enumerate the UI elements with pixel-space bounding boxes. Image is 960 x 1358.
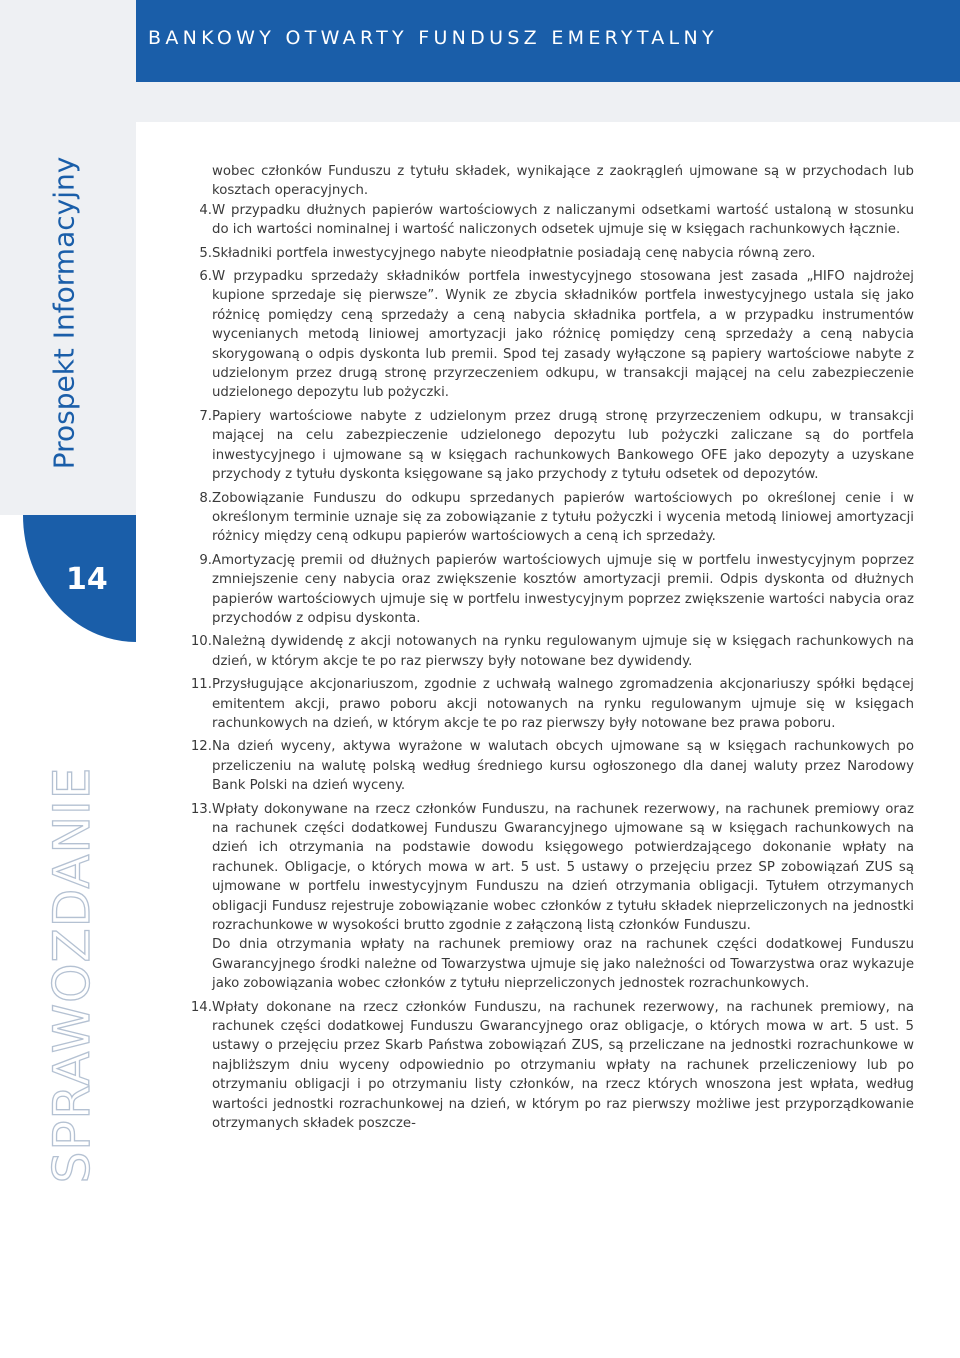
list-item-text: W przypadku dłużnych papierów wartościowych z naliczanymi odsetkami wartość ustaloną w stosunku do ich wartości nominalnej i wartość naliczonych odsetek ujmuje się w księgach rachunkowych łącznie. [212,202,914,238]
list-item-continuation: Do dnia otrzymania wpłaty na rachunek premiowy oraz na rachunek części dodatkowej Funduszu Gwarancyjnego środki należne od Towarzystwa ujmuje się jako należności od Towarzystwa oraz wykazuje jako zobowiązania wobec członków z tytułu nieprzeliczonych jednostek rozrachunkowych. [212,937,914,992]
list-item [178,551,914,629]
list-item-number: 7. [199,408,212,424]
list-item-number: 11. [190,677,212,693]
list-item-number: 14. [190,999,212,1015]
list-item [178,244,914,263]
list-item-number: 5. [199,245,212,261]
list-item-text: Składniki portfela inwestycyjnego nabyte nieodpłatnie posiadają cenę nabycia równą zero. [212,245,816,261]
list-item-text: Amortyzację premii od dłużnych papierów wartościowych ujmuje się w portfelu inwestycyjnym poprzez zmniejszenie ceny nabycia oraz zwiększenie kosztów amortyzacji premii. Odpis dyskonta od dłużnych papierów wartościowych ujmuje się w portfelu inwestycyjnym poprzez zwiększenie wartości nabycia oraz przychodów z odpisu dyskonta. [212,552,914,626]
list-item-text: Na dzień wyceny, aktywa wyrażone w walutach obcych ujmowane są w księgach rachunkowych po przeliczeniu na walutę polską według średniego kursu ogłoszonego dla danej waluty przez Narodowy Bank Polski na dzień wyceny. [212,739,914,794]
list-item-number: 9. [199,552,212,568]
list-item [178,201,914,240]
list-item [178,675,914,733]
report-label: SPRAWOZDANIE [43,766,101,1184]
list-item [178,800,914,994]
list-item-number: 10. [190,634,212,650]
list-item-number: 13. [190,801,212,817]
list-item-text: Papiery wartościowe nabyte z udzielonym przez drugą stronę przyrzeczeniem odkupu, w transakcji mającej na celu zabezpieczenie udzielonego depozytu lub pożyczki zaliczane są do portfela inwestycyjnego i ujmowane są w księgach rachunkowych Bankowego OFE jako depozyty a uzyskane przychody z tytułu dyskonta księgowane są jako przychody z tytułu odsetek od depozytów. [212,408,914,483]
list-item-text-group [212,800,914,994]
list-item [178,407,914,485]
list-item [178,737,914,795]
list-item-number: 6. [199,269,212,285]
list-item-text: W przypadku sprzedaży składników portfela inwestycyjnego stosowana jest zasada „HIFO najdrożej kupione sprzedaje się pierwsze”. Wynik ze zbycia składników portfela inwestycyjnego ustala się jako różnicę pomiędzy ceną sprzedaży a ceną nabycia składnika portfela, a w przypadku instrumentów wycenianych metodą liniowej amortyzacji jako różnicę pomiędzy ceną sprzedaży a ceną nabycia skorygowaną o odpis dyskonta lub premii. Spod tej zasady wyłączone są papiery wartościowe nabyte z udzielonym przez drugą stronę przyrzeczeniem odkupu, w transakcji mającej na celu zabezpieczenie udzielonego depozytu lub pożyczki. [212,269,914,401]
list-item [178,998,914,1134]
list-item-text: Zobowiązanie Funduszu do odkupu sprzedanych papierów wartościowych po określonej cenie i w określonym terminie uznaje się za zobowiązanie z tytułu pożyczki i wycenia metodą liniowej amortyzacji różnicy między ceną odkupu papierów wartościowych a ceną ich sprzedaży. [212,490,914,545]
list-item [178,632,914,671]
list-item-text: Wpłaty dokonywane na rzecz członków Funduszu, na rachunek rezerwowy, na rachunek premiowy oraz na rachunek części dodatkowej Funduszu Gwarancyjnego ujmowane są w księgach rachunkowych na dzień ich otrzymania na podstawie dowodu księgowego potwierdzającego dokonanie wpłaty na rachunek. Obligacje, o których mowa w art. 5 ust. 5 ustawy o przejęciu przez SP zobowiązań ZUS są ujmowane w portfelu inwestycyjnym Funduszu na dzień otrzymania obligacji. Tytułem otrzymanych obligacji Fundusz rejestruje zobowiązanie wobec członków z tytułu składek nieprzeliczonych na jednostki rozrachunkowe w wysokości brutto zgodnie z załączoną listą członków Funduszu. [212,801,914,934]
list-item-number: 8. [199,490,212,506]
list-item [178,489,914,547]
list-item-number: 4. [199,202,212,218]
header-title: BANKOWY OTWARTY FUNDUSZ EMERYTALNY [148,27,718,49]
section-title: Prospekt Informacyjny [47,156,81,470]
document-body [178,162,914,1138]
list-item-text: Należną dywidendę z akcji notowanych na rynku regulowanym ujmuje się w księgach rachunkowych na dzień, w którym akcje te po raz pierwszy były notowane bez dywidendy. [212,634,914,669]
list-item-number: 12. [190,739,212,755]
header-lower-band [136,82,960,122]
page-number: 14 [66,562,108,597]
list-item-text: Wpłaty dokonane na rzecz członków Funduszu, na rachunek rezerwowy, na rachunek premiowy, na rachunek części dodatkowej Funduszu Gwarancyjnego oraz obligacje, o których mowa w art. 5 ust. 5 ustawy o przejęciu przez Skarb Państwa zobowiązań ZUS, są przeliczane na jednostki rozrachunkowe w najbliższym dniu wyceny odpowiednio po otrzymaniu wpłaty na rachunek przeliczeniowy lub po otrzymaniu obligacji i po otrzymaniu listy członków, na rzecz których wnoszona jest wpłata, według wartości jednostki rozrachunkowej na dzień, w którym po raz pierwszy możliwe jest przyporządkowanie otrzymanych składek poszcze- [212,999,914,1132]
intro-paragraph: wobec członków Funduszu z tytułu składek, wynikające z zaokrągleń ujmowane są w przychodach lub kosztach operacyjnych. [212,164,914,199]
list-item [178,267,914,403]
list-item-text: Przysługujące akcjonariuszom, zgodnie z uchwałą walnego zgromadzenia akcjonariuszy spółki będącej emitentem akcji, prawo poboru akcji notowanych na rynku regulowanym ujmuje się w księgach rachunkowych na dzień, w którym akcje te po raz pierwszy były notowane bez prawa poboru. [212,677,914,731]
